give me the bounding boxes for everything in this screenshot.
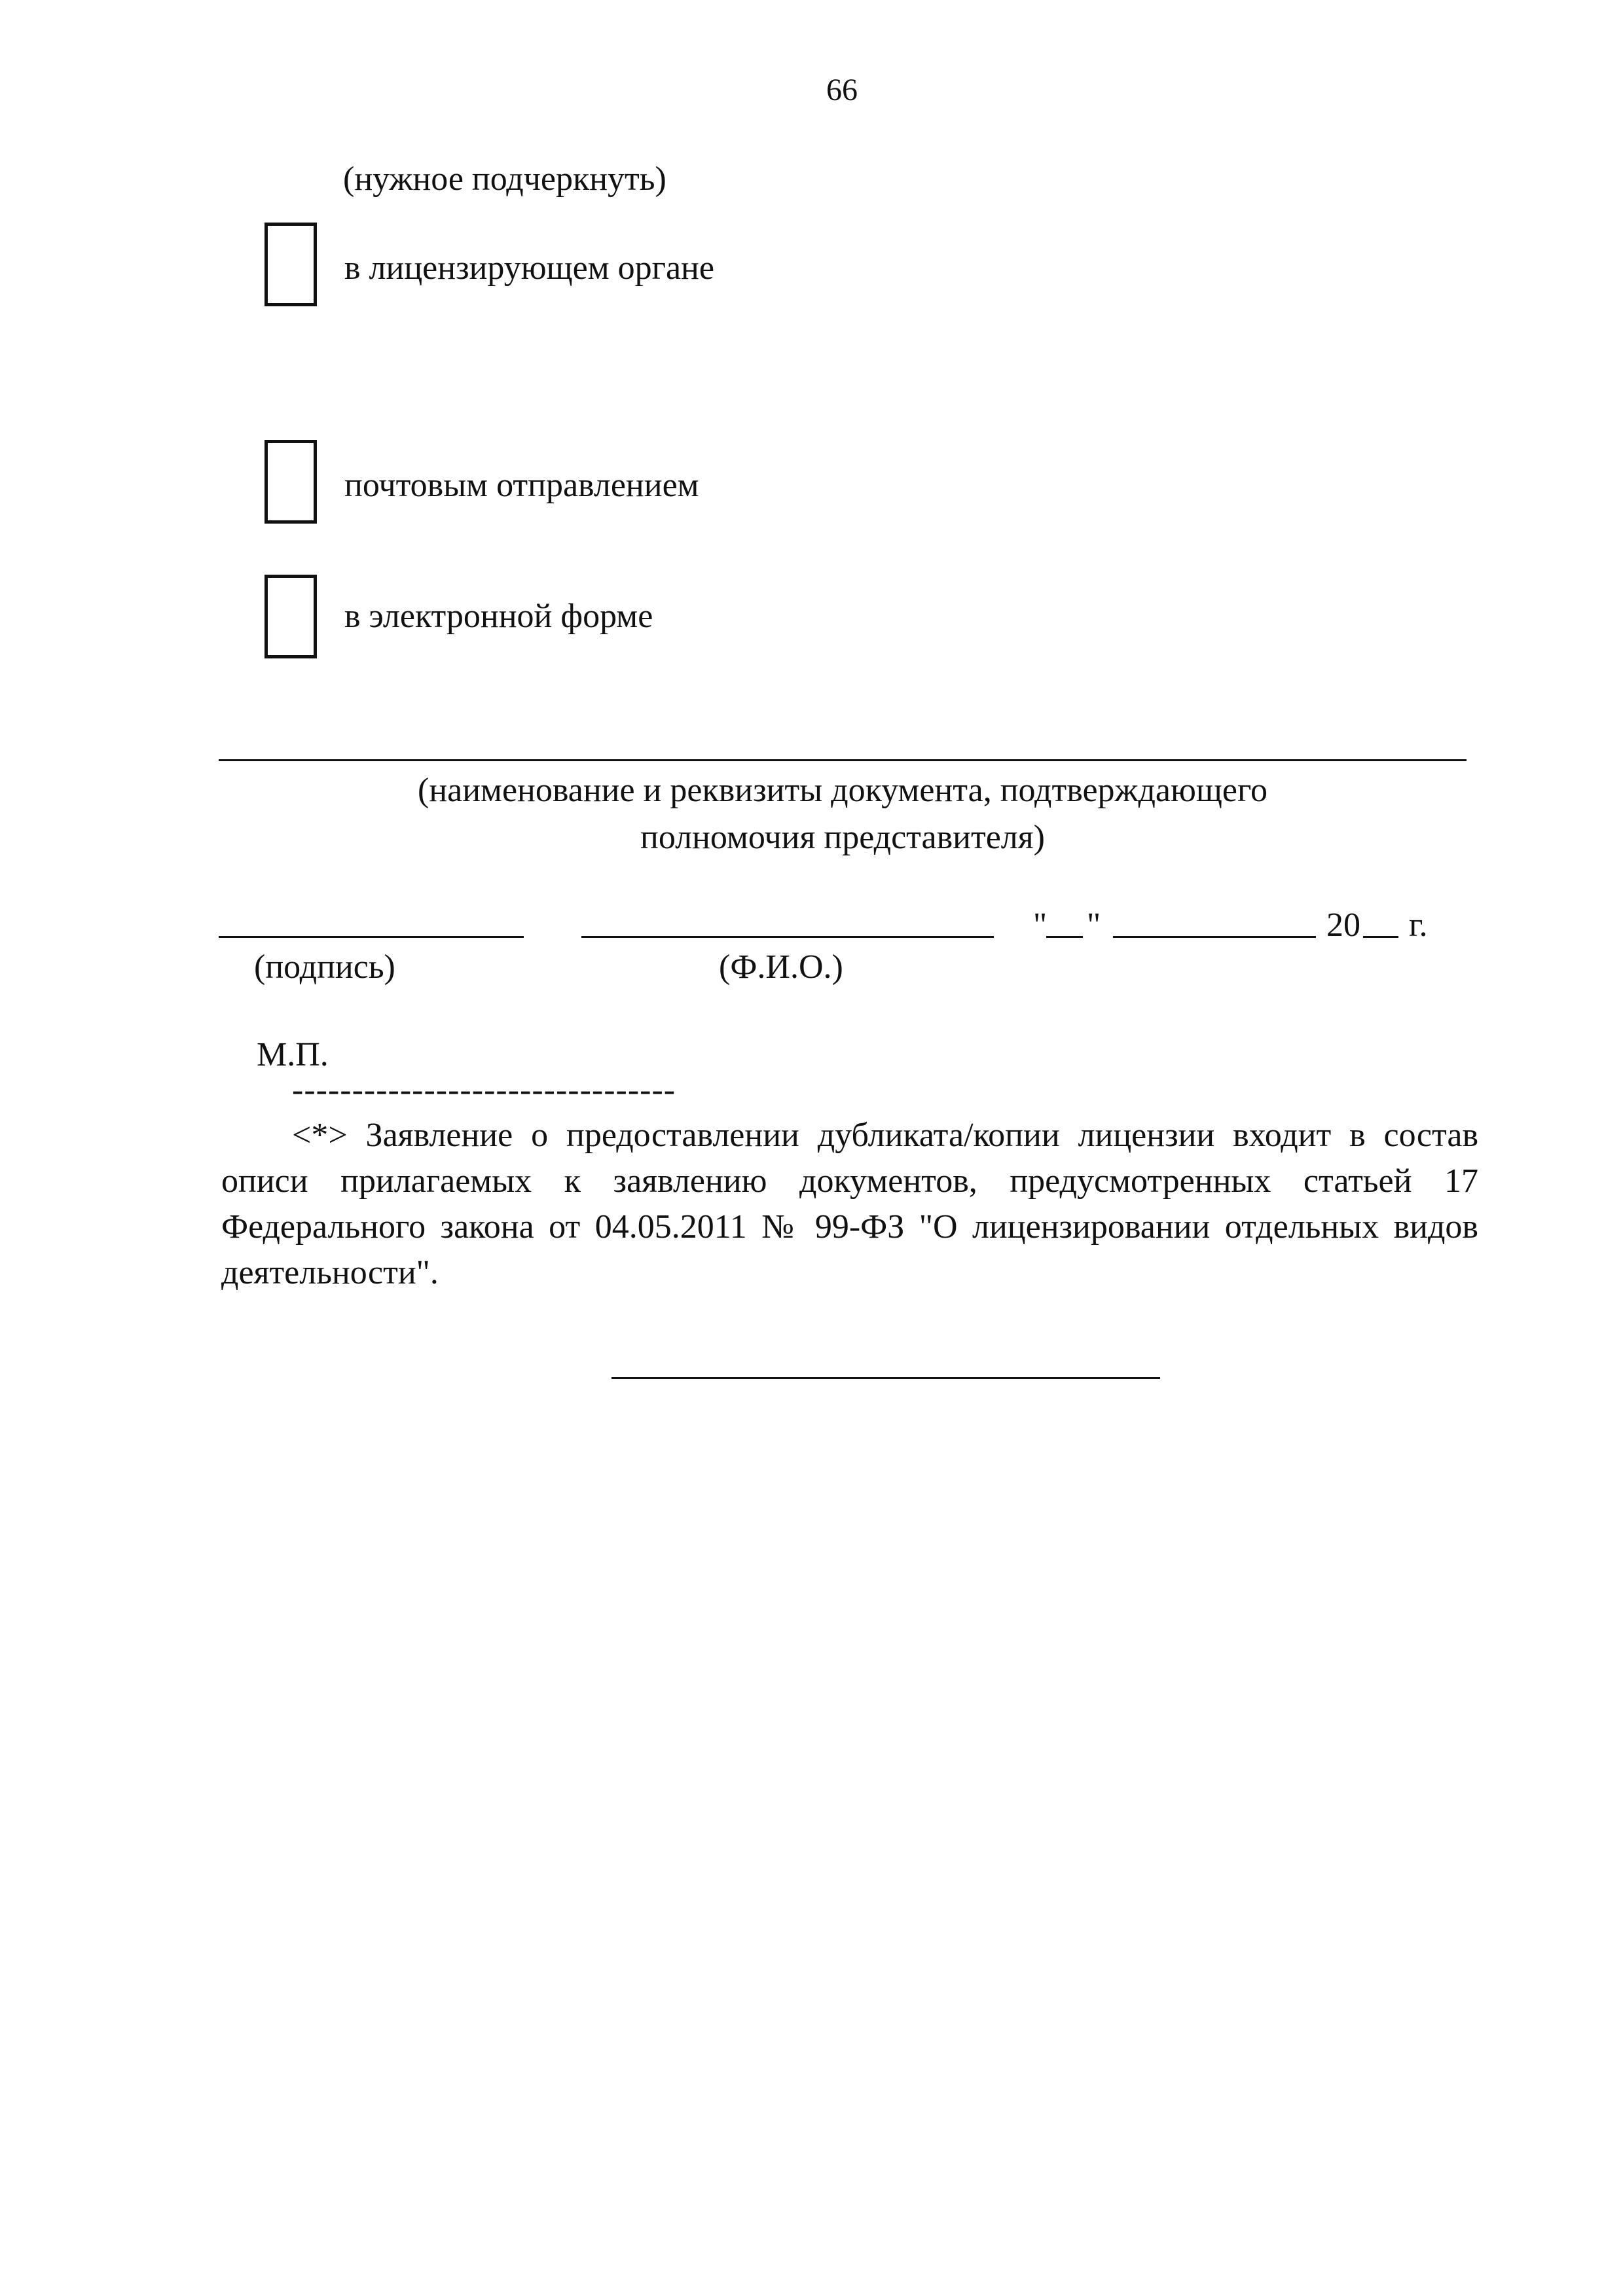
- option-label-by-mail: почтовым отправлением: [344, 467, 699, 504]
- checkbox-in-licensing-body[interactable]: [264, 223, 317, 306]
- checkbox-electronic-form[interactable]: [264, 575, 317, 658]
- option-label-in-licensing-body: в лицензирующем органе: [344, 249, 714, 287]
- footnote-text: <*> Заявление о предоставлении дубликата/копии лицензии входит в состав описи прилагаемых к заявлению документов, предусмотренных статьей 17 Федерального закона от 04.05.2011 № 99-ФЗ "О лицензировании отдельных видов деятельности".: [221, 1117, 1478, 1291]
- full-name-caption: (Ф.И.О.): [719, 948, 843, 986]
- option-label-electronic-form: в электронной форме: [344, 598, 653, 635]
- date-close-quote: ": [1087, 906, 1101, 944]
- date-year-prefix: 20: [1326, 906, 1360, 944]
- document-requisites-caption-line2: полномочия представителя): [640, 819, 1045, 856]
- end-of-document-line: [611, 1377, 1160, 1379]
- signature-line[interactable]: [219, 936, 524, 938]
- document-requisites-line[interactable]: [219, 759, 1467, 761]
- page-number: 66: [826, 73, 858, 107]
- footnote: [221, 1113, 1478, 1296]
- date-year-line[interactable]: [1363, 936, 1398, 938]
- underline-hint: (нужное подчеркнуть): [343, 160, 666, 198]
- footnote-separator: --------------------------------: [292, 1071, 676, 1109]
- stamp-label: М.П.: [257, 1036, 329, 1073]
- full-name-line[interactable]: [581, 936, 994, 938]
- date-year-suffix: г.: [1409, 906, 1428, 944]
- date-open-quote: ": [1033, 906, 1048, 944]
- signature-caption: (подпись): [254, 948, 395, 986]
- document-requisites-caption-line1: (наименование и реквизиты документа, подтверждающего: [418, 772, 1267, 809]
- date-month-line[interactable]: [1113, 936, 1316, 938]
- date-day-line[interactable]: [1046, 936, 1083, 938]
- checkbox-by-mail[interactable]: [264, 440, 317, 524]
